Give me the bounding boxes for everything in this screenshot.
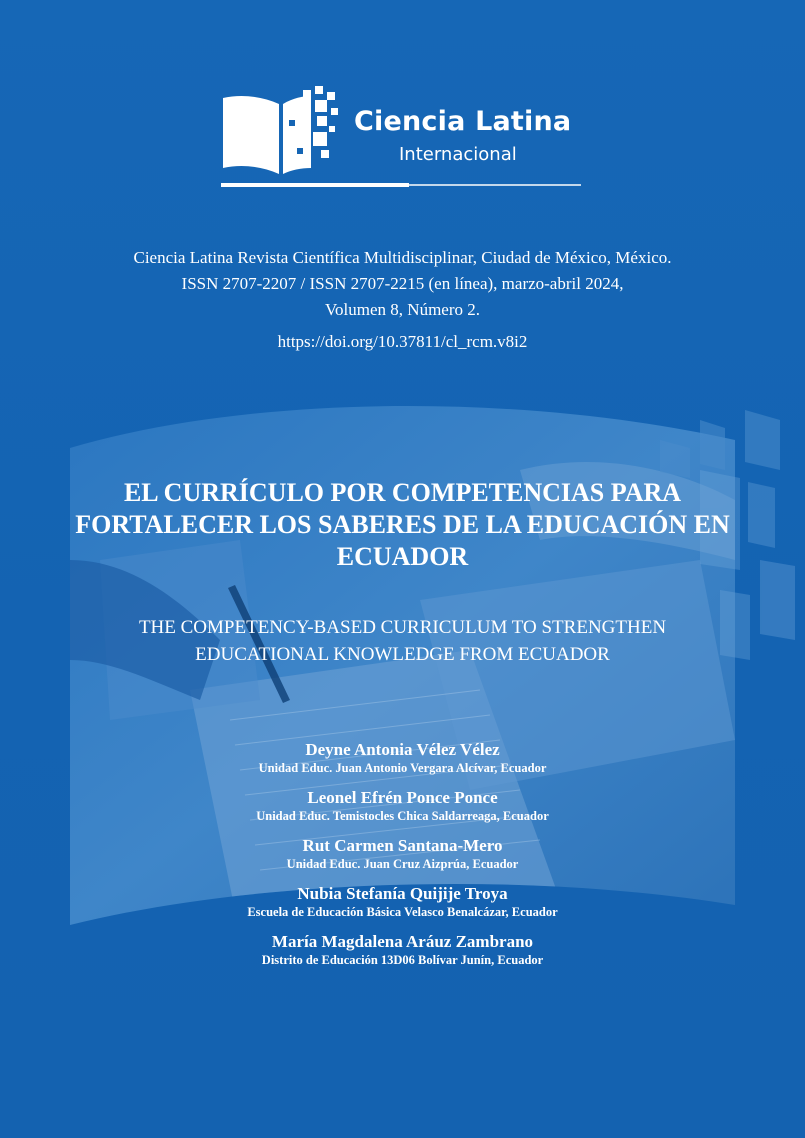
author-entry (0, 740, 805, 776)
article-title-english: THE COMPETENCY-BASED CURRICULUM TO STRENGTHEN EDUCATIONAL KNOWLEDGE FROM ECUADOR (138, 617, 667, 665)
author-name: Leonel Efrén Ponce Ponce (307, 788, 498, 807)
author-name: María Magdalena Aráuz Zambrano (271, 932, 534, 951)
author-entry (0, 788, 805, 824)
author-name: Rut Carmen Santana-Mero (302, 836, 503, 855)
brand-name: Ciencia Latina (354, 106, 572, 137)
journal-name: Ciencia Latina Revista Científica Multidisciplinar, Ciudad de México, México. (133, 248, 672, 267)
author-affiliation: Unidad Educ. Juan Cruz Aizprúa, Ecuador (286, 857, 519, 871)
article-title-spanish: EL CURRÍCULO POR COMPETENCIAS PARA FORTALECER LOS SABERES DE LA EDUCACIÓN EN ECUADOR (75, 478, 730, 571)
author-affiliation: Unidad Educ. Juan Antonio Vergara Alcívar, Ecuador (258, 761, 547, 775)
author-list (0, 740, 805, 980)
brand-subtitle: Internacional (399, 144, 517, 165)
author-affiliation: Escuela de Educación Básica Velasco Benalcázar, Ecuador (247, 905, 558, 919)
journal-volume: Volumen 8, Número 2. (324, 300, 481, 319)
author-affiliation: Distrito de Educación 13D06 Bolívar Junín, Ecuador (261, 953, 544, 967)
journal-issn: ISSN 2707-2207 / ISSN 2707-2215 (en línea), marzo-abril 2024, (181, 274, 624, 293)
author-name: Deyne Antonia Vélez Vélez (305, 740, 500, 759)
author-entry (0, 836, 805, 872)
open-book-icon (221, 86, 346, 178)
author-name: Nubia Stefanía Quijije Troya (297, 884, 508, 903)
doi-link[interactable]: https://doi.org/10.37811/cl_rcm.v8i2 (277, 332, 528, 351)
author-affiliation: Unidad Educ. Temistocles Chica Saldarreaga, Ecuador (256, 809, 549, 823)
author-entry (0, 932, 805, 968)
logo-divider-accent (221, 183, 409, 187)
author-entry (0, 884, 805, 920)
journal-logo (221, 86, 583, 188)
